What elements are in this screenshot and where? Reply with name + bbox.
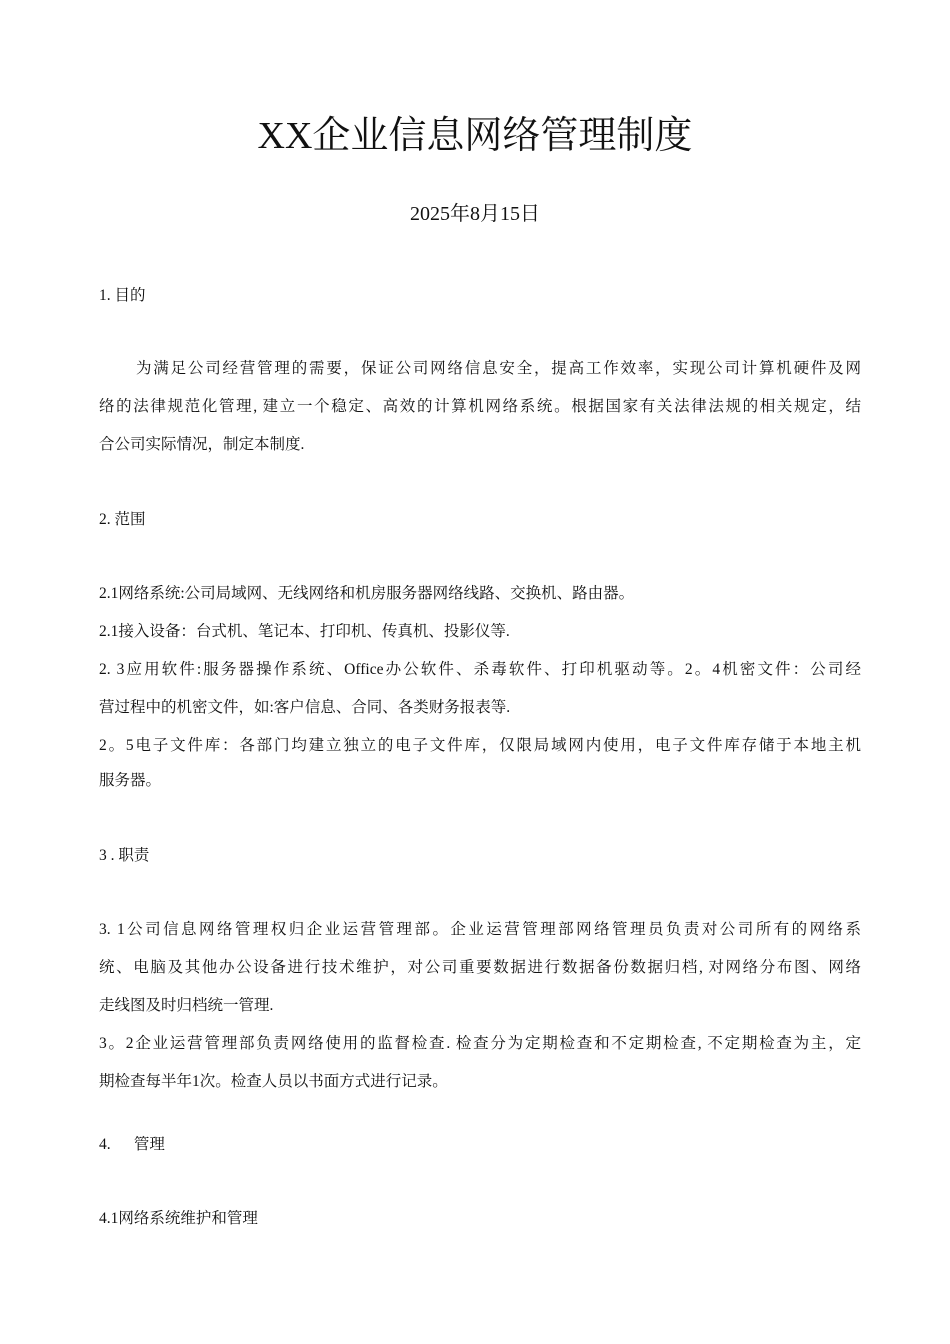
section-2-line-5: 2。5电子文件库：各部门均建立独立的电子文件库，仅限局域网内使用，电子文件库存储于本地主机: [99, 737, 861, 754]
document-date: 2025年8月15日: [410, 203, 540, 225]
document-title: XX企业信息网络管理制度: [257, 115, 693, 157]
section-1-paragraph-line-3: 合公司实际情况，制定本制度.: [99, 436, 305, 453]
section-3-line-4: 3。2企业运营管理部负责网络使用的监督检查. 检查分为定期检查和不定期检查, 不定期检查为主，定: [99, 1035, 861, 1052]
section-4-1-heading: 4.1网络系统维护和管理: [99, 1210, 258, 1227]
section-1-heading: 1. 目的: [99, 287, 146, 304]
section-3-heading: 3 . 职责: [99, 847, 150, 864]
section-1-paragraph-line-2: 络的法律规范化管理, 建立一个稳定、高效的计算机网络系统。根据国家有关法律法规的相关规定，结: [99, 398, 861, 415]
section-2-line-6: 服务器。: [99, 772, 162, 789]
section-3-line-5: 期检查每半年1次。检查人员以书面方式进行记录。: [99, 1073, 448, 1090]
section-1-paragraph-line-1: 为满足公司经营管理的需要，保证公司网络信息安全，提高工作效率，实现公司计算机硬件及网: [136, 360, 861, 377]
section-2-line-2: 2.1接入设备：台式机、笔记本、打印机、传真机、投影仪等.: [99, 623, 510, 640]
section-4-heading: 4. 管理: [99, 1136, 165, 1153]
section-2-heading: 2. 范围: [99, 511, 146, 528]
section-2-line-4: 营过程中的机密文件，如:客户信息、合同、各类财务报表等.: [99, 699, 511, 716]
section-3-line-3: 走线图及时归档统一管理.: [99, 997, 274, 1014]
section-3-line-2: 统、电脑及其他办公设备进行技术维护，对公司重要数据进行数据备份数据归档, 对网络分布图、网络: [99, 959, 861, 976]
section-2-line-1: 2.1网络系统:公司局域网、无线网络和机房服务器网络线路、交换机、路由器。: [99, 585, 635, 602]
section-3-line-1: 3. 1公司信息网络管理权归企业运营管理部。企业运营管理部网络管理员负责对公司所有的网络系: [99, 921, 861, 938]
section-2-line-3: 2. 3应用软件:服务器操作系统、Office办公软件、杀毒软件、打印机驱动等。2。4机密文件：公司经: [99, 661, 861, 678]
